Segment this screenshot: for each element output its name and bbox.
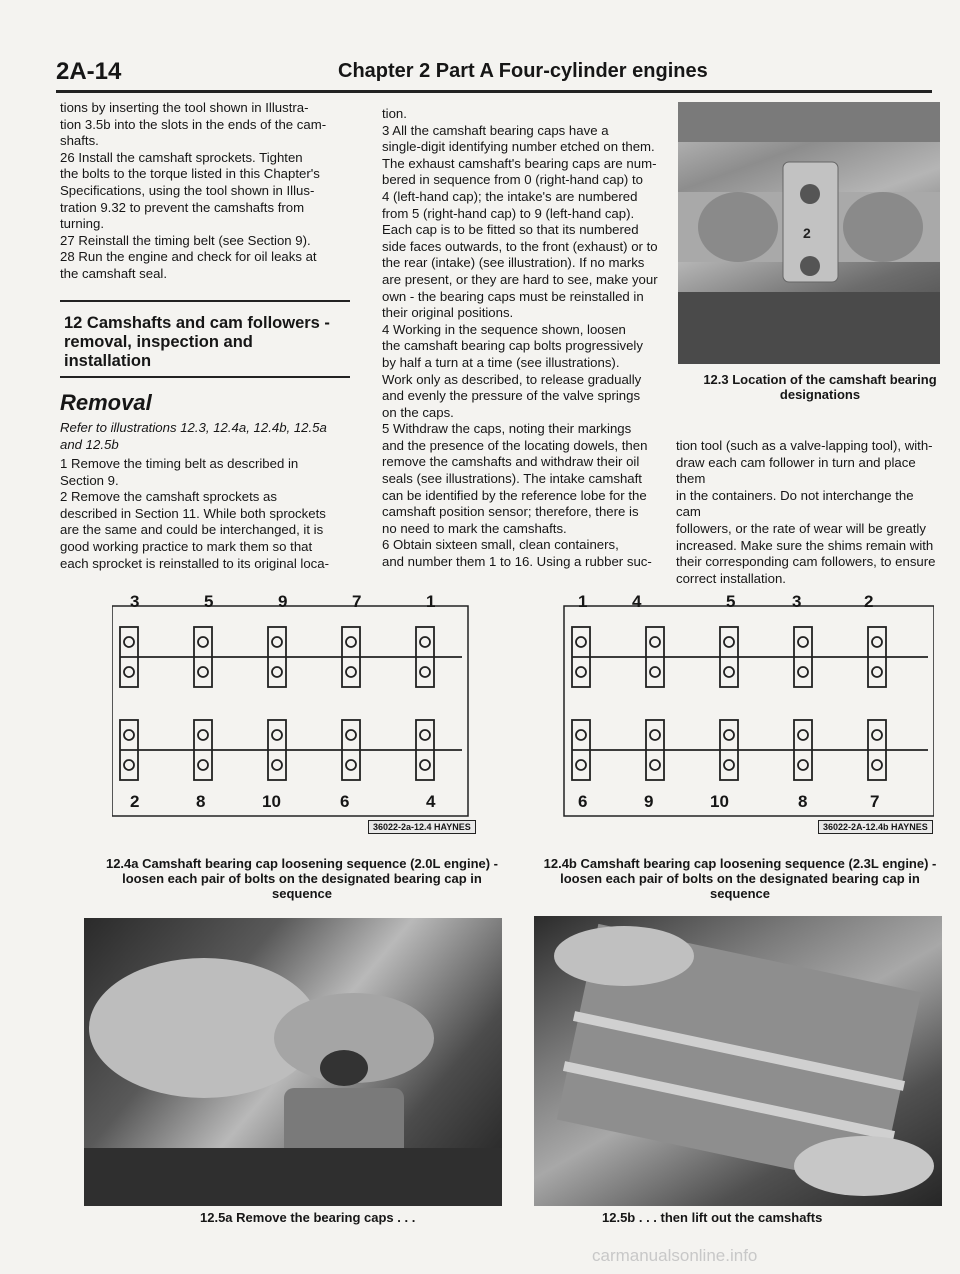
sequence-number: 4 [632, 592, 642, 611]
sequence-number: 2 [130, 792, 140, 811]
sequence-number: 1 [578, 592, 588, 611]
text-line: their corresponding cam followers, to ensure [676, 554, 936, 570]
text-line: 28 Run the engine and check for oil leaks at [60, 249, 317, 265]
column-3-text [676, 438, 938, 587]
figure-12-4b-caption: 12.4b Camshaft bearing cap loosening sequence (2.3L engine) - loosen each pair of bolts on the designated bearing cap in sequence [543, 856, 937, 901]
figure-12-3-caption: 12.3 Location of the camshaft bearing designations [703, 372, 937, 402]
sequence-number: 6 [340, 792, 350, 811]
text-line: the camshaft bearing cap bolts progressively [382, 338, 643, 354]
text-line: are present, or they are hard to see, make your [382, 271, 658, 287]
removal-text [60, 456, 350, 572]
text-line: tions by inserting the tool shown in Illustra- [60, 100, 309, 115]
text-line: increased. Make sure the shims remain with [676, 537, 934, 553]
sequence-number: 3 [792, 592, 802, 611]
chapter-title: Chapter 2 Part A Four-cylinder engines [338, 60, 708, 82]
text-line: bered in sequence from 0 (right-hand cap) to [382, 172, 643, 188]
text-line: shafts. [60, 133, 99, 149]
text-line: 5 Withdraw the caps, noting their markings [382, 421, 632, 437]
text-line: draw each cam follower in turn and place them [676, 454, 916, 487]
text-line: each sprocket is reinstalled to its original loca- [60, 555, 330, 571]
text-line: The exhaust camshaft's bearing caps are num- [382, 155, 657, 171]
section-heading-box [60, 300, 350, 378]
column-2-text [382, 106, 658, 571]
figure-12-5a-caption: 12.5a Remove the bearing caps . . . [200, 1210, 416, 1225]
bearing-cap-diagram-art [112, 592, 934, 840]
sequence-number: 8 [798, 792, 808, 811]
sequence-number: 6 [578, 792, 588, 811]
text-line: their original positions. [382, 305, 514, 321]
text-line: 26 Install the camshaft sprockets. Tighten [60, 149, 303, 165]
header-rule [56, 90, 932, 93]
diagram-2-3l [564, 606, 934, 816]
text-line: are the same and could be interchanged, it is [60, 522, 324, 538]
text-line: 27 Reinstall the timing belt (see Section 9). [60, 232, 311, 248]
text-line: the rear (intake) (see illustration). If no marks [382, 255, 645, 271]
text-line: tion 3.5b into the slots in the ends of the cam- [60, 116, 327, 132]
sequence-number: 3 [130, 592, 140, 611]
text-line: 1 Remove the timing belt as described in [60, 456, 299, 471]
text-line: and the presence of the locating dowels, then [382, 437, 648, 453]
text-line: tion. [382, 106, 407, 121]
text-line: in the containers. Do not interchange the cam [676, 487, 914, 520]
text-line: followers, or the rate of wear will be greatly [676, 520, 926, 536]
watermark: carmanualsonline.info [592, 1246, 758, 1265]
text-line: seals (see illustrations). The intake camshaft [382, 471, 642, 487]
sequence-number: 7 [870, 792, 880, 811]
text-line: no need to mark the camshafts. [382, 520, 567, 536]
sequence-number: 1 [426, 592, 436, 611]
sequence-number: 2 [864, 592, 874, 611]
sequence-number: 7 [352, 592, 362, 611]
text-line: 2 Remove the camshaft sprockets as [60, 489, 277, 505]
sequence-number: 5 [726, 592, 736, 611]
section-title: 12 Camshafts and cam followers - removal, inspection and installation [64, 314, 330, 370]
text-line: from 5 (right-hand cap) to 9 (left-hand cap). [382, 205, 635, 221]
text-line: remove the camshafts and withdraw their oil [382, 454, 640, 470]
text-line: Section 9. [60, 472, 119, 488]
refer-illustrations: Refer to illustrations 12.3, 12.4a, 12.4b, 12.5a and 12.5b [60, 420, 327, 452]
text-line: the camshaft seal. [60, 265, 168, 281]
camshafts-photo-art [534, 916, 942, 1206]
figure-12-4a-caption: 12.4a Camshaft bearing cap loosening sequence (2.0L engine) - loosen each pair of bolts on the designated bearing cap in sequence [105, 856, 499, 901]
text-line: own - the bearing caps must be reinstalled in [382, 288, 644, 304]
camshaft-bearing-photo [678, 102, 940, 364]
text-line: Specifications, using the tool shown in Illus- [60, 182, 315, 198]
text-line: and number them 1 to 16. Using a rubber suc- [382, 554, 652, 570]
text-line: Each cap is to be fitted so that its numbered [382, 222, 639, 238]
page-header [56, 58, 932, 88]
column-1-text [60, 100, 350, 283]
text-line: side faces outwards, to the front (exhaust) or to [382, 238, 658, 254]
sequence-number: 10 [710, 792, 729, 811]
page-number: 2A-14 [56, 58, 122, 85]
text-line: tration 9.32 to prevent the camshafts from [60, 199, 305, 215]
figure-code: 36022-2a-12.4 HAYNES [368, 820, 476, 834]
removal-heading: Removal [60, 390, 152, 415]
text-line: turning. [60, 216, 104, 232]
text-line: by half a turn at a time (see illustrations). [382, 354, 620, 370]
text-line: camshaft position sensor; therefore, there is [382, 504, 639, 520]
text-line: described in Section 11. While both sprockets [60, 505, 326, 521]
bearing-cap-sequence-diagram [112, 592, 934, 840]
sequence-number: 9 [644, 792, 654, 811]
bearing-caps-photo-art [84, 918, 502, 1206]
text-line: 3 All the camshaft bearing caps have a [382, 122, 609, 138]
text-line: tion tool (such as a valve-lapping tool), with- [676, 438, 933, 453]
text-line: 6 Obtain sixteen small, clean containers, [382, 537, 619, 553]
text-line: single-digit identifying number etched on them. [382, 139, 655, 155]
bearing-cap-digit: 2 [803, 225, 811, 241]
sequence-number: 4 [426, 792, 436, 811]
text-line: the bolts to the torque listed in this Chapter's [60, 166, 320, 182]
figure-12-5b-caption: 12.5b . . . then lift out the camshafts [602, 1210, 823, 1225]
sequence-number: 10 [262, 792, 281, 811]
text-line: good working practice to mark them so that [60, 538, 313, 554]
sequence-number: 9 [278, 592, 288, 611]
text-line: 4 (left-hand cap); the intake's are numbered [382, 188, 638, 204]
diagram-2-0l [112, 606, 468, 816]
figure-code: 36022-2A-12.4b HAYNES [818, 820, 933, 834]
text-line: Work only as described, to release gradually [382, 371, 642, 387]
text-line: on the caps. [382, 404, 454, 420]
text-line: 4 Working in the sequence shown, loosen [382, 321, 626, 337]
text-line: can be identified by the reference lobe for the [382, 487, 647, 503]
sequence-number: 5 [204, 592, 214, 611]
sequence-number: 8 [196, 792, 206, 811]
text-line: and evenly the pressure of the valve springs [382, 388, 641, 404]
remove-bearing-caps-photo [84, 918, 502, 1206]
bearing-photo-art [678, 102, 940, 364]
text-line: correct installation. [676, 570, 786, 586]
lift-camshafts-photo [534, 916, 942, 1206]
